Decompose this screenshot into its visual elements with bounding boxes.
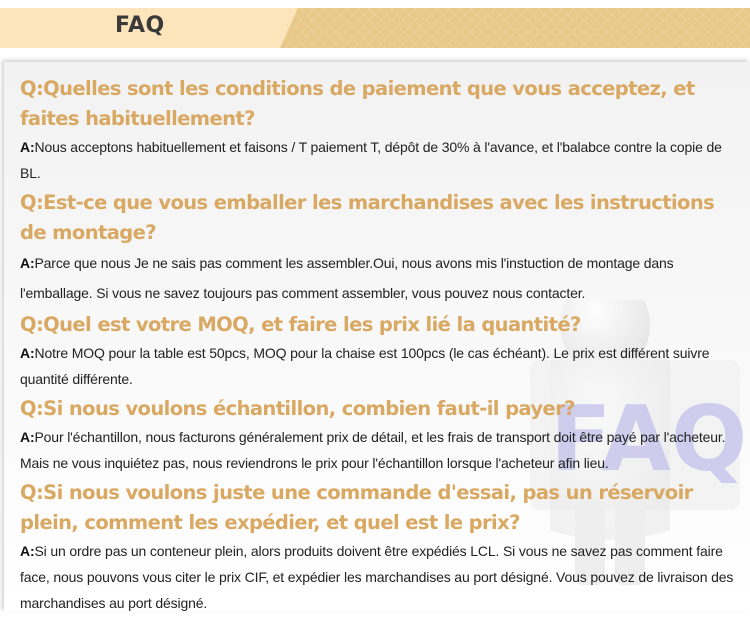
page-title: FAQ xyxy=(115,13,165,38)
faq-item xyxy=(20,74,735,186)
answer-prefix: A: xyxy=(20,345,35,361)
faq-question: Q:Est-ce que vous emballer les marchandises avec les instructions de montage? xyxy=(20,191,715,244)
faq-item xyxy=(20,394,735,476)
faq-item xyxy=(20,188,735,308)
faq-answer xyxy=(20,134,735,186)
answer-prefix: A: xyxy=(20,139,35,155)
answer-prefix: A: xyxy=(20,255,35,271)
faq-item xyxy=(20,310,735,392)
answer-text: Parce que nous Je ne sais pas comment les assembler.Oui, nous avons mis l'instuction de montage dans l'emballage. Si vous ne savez toujours pas comment assembler, vous pouvez nous contacter. xyxy=(20,255,674,301)
faq-question: Q:Quel est votre MOQ, et faire les prix lié la quantité? xyxy=(20,313,581,336)
faq-header-band xyxy=(0,8,750,48)
answer-text: Si un ordre pas un conteneur plein, alors produits doivent être expédiés LCL. Si vous ne savez pas comment faire face, nous pouvons vous citer le prix CIF, et expédier les marchandises au port désigné. Vous pouvez de livraison des marchandises au port désigné. xyxy=(20,543,734,611)
faq-answer xyxy=(20,248,735,308)
faq-item xyxy=(20,478,735,616)
faq-answer xyxy=(20,538,735,616)
faq-question: Q:Si nous voulons échantillon, combien faut-il payer? xyxy=(20,397,575,420)
answer-prefix: A: xyxy=(20,429,35,445)
faq-question: Q:Si nous voulons juste une commande d'essai, pas un réservoir plein, comment les expédier, et quel est le prix? xyxy=(20,481,693,534)
faq-answer xyxy=(20,424,735,476)
faq-question: Q:Quelles sont les conditions de paiement que vous acceptez, et faites habituellement? xyxy=(20,77,695,130)
faq-list xyxy=(20,74,735,618)
answer-text: Notre MOQ pour la table est 50pcs, MOQ pour la chaise est 100pcs (le cas échéant). Le prix est différent suivre quantité différente. xyxy=(20,345,710,387)
answer-prefix: A: xyxy=(20,543,35,559)
faq-answer xyxy=(20,340,735,392)
svg-text:FAQ: FAQ xyxy=(550,387,748,492)
answer-text: Nous acceptons habituellement et faisons / T paiement T, dépôt de 30% à l'avance, et l'balabce contre la copie de BL. xyxy=(20,139,722,181)
answer-text: Pour l'échantillon, nous facturons généralement prix de détail, et les frais de transport doit être payé par l'acheteur. Mais ne vous inquiétez pas, nous reviendrons le prix pour l'échantillon lorsque l'acheteur afin lieu. xyxy=(20,429,726,471)
